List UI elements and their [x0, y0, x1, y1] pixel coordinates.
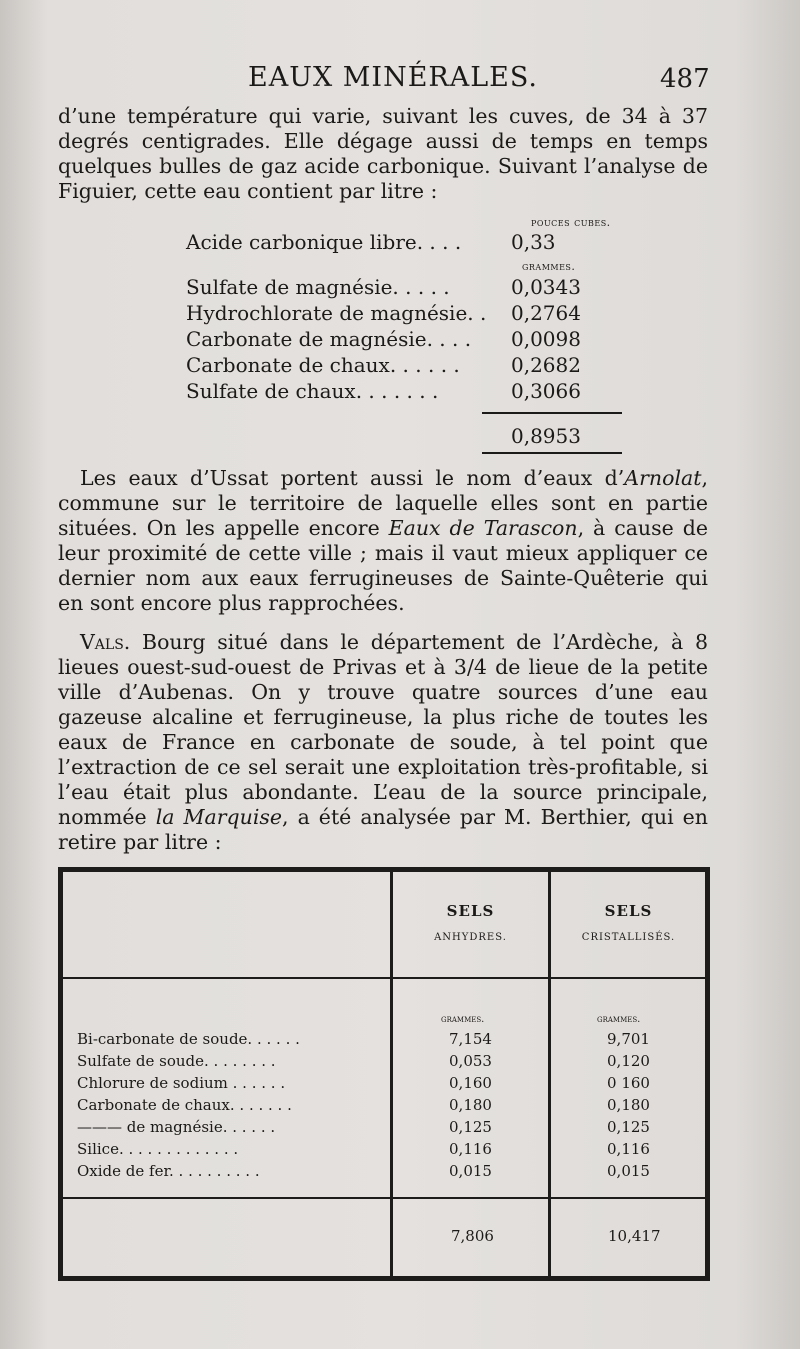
paragraph-ussat	[58, 466, 708, 616]
value-cristallises: 0,015	[607, 1162, 650, 1180]
unit-label: grammes.	[597, 1014, 641, 1025]
analysis-row-name: Sulfate de chaux. . . . . . .	[186, 379, 439, 403]
page-header	[0, 58, 800, 98]
total-rule	[63, 1197, 705, 1199]
analysis-row-value: 0,0098	[511, 327, 581, 351]
substance-name: Silice. . . . . . . . . . . . .	[77, 1140, 239, 1158]
paragraph-text: , a été analysée par M. Berthier, qui en retire par litre :	[58, 805, 709, 854]
column-title: SELS	[446, 902, 495, 920]
substance-name: Carbonate de chaux. . . . . . .	[77, 1096, 292, 1114]
analysis-row	[186, 379, 656, 405]
analysis-row-name: Carbonate de chaux. . . . . .	[186, 353, 460, 377]
column-header-cristallises	[551, 902, 706, 943]
substance-name: ——— de magnésie. . . . . .	[77, 1118, 276, 1136]
substance-name: Sulfate de soude. . . . . . . .	[77, 1052, 276, 1070]
value-cristallises: 0,116	[607, 1140, 650, 1158]
table-row	[63, 1030, 705, 1051]
value-cristallises: 9,701	[607, 1030, 650, 1048]
value-anhydres: 0,116	[449, 1140, 492, 1158]
paragraph-vals	[58, 630, 708, 855]
table-row	[63, 1052, 705, 1073]
analysis-row-name: Sulfate de magnésie. . . . .	[186, 275, 450, 299]
sum-rule	[482, 452, 622, 454]
paragraph-italic: la Marquise	[155, 805, 283, 829]
analysis-row-value: 0,2682	[511, 353, 581, 377]
paragraph-text: Les eaux d’Ussat portent aussi le nom d’eaux d’	[80, 466, 625, 490]
paragraph-figuier: d’une température qui varie, suivant les cuves, de 34 à 37 degrés centigrades. Elle dégage aussi de temps en temps quelques bulles de gaz acide carbonique. Suivant l’analyse de Figuier, cette eau contient par litre :	[58, 104, 708, 203]
analysis-row-value: 0,3066	[511, 379, 581, 403]
column-header-anhydres	[393, 902, 548, 943]
table-row	[63, 1162, 705, 1183]
analysis-row-value: 0,0343	[511, 275, 581, 299]
analysis-row	[186, 327, 656, 353]
entry-heading: Vals.	[80, 630, 131, 654]
analysis-total: 0,8953	[511, 424, 581, 448]
page-number: 487	[660, 64, 710, 94]
value-cristallises: 0,125	[607, 1118, 650, 1136]
substance-name: Bi-carbonate de soude. . . . . .	[77, 1030, 300, 1048]
unit-label: grammes.	[522, 260, 576, 273]
table-row	[63, 1074, 705, 1095]
analysis-row	[186, 353, 656, 379]
total-anhydres: 7,806	[451, 1227, 494, 1245]
value-anhydres: 0,125	[449, 1118, 492, 1136]
paragraph-text: Bourg situé dans le département de l’Ardèche, à 8 lieues ouest-sud-ouest de Privas et à 3/4 de lieue de la petite ville d’Aubenas. On y trouve quatre sources d’une eau gazeuse alcaline et ferrugineuse, la plus riche de toutes les eaux de France en carbonate de soude, à tel point que l’extraction de ce sel serait une exploitation très-profitable, si l’eau était plus abondante. L’eau de la source principale, nommée	[58, 630, 708, 829]
table-row	[63, 1096, 705, 1117]
analysis-row-name: Hydrochlorate de magnésie. .	[186, 301, 487, 325]
value-cristallises: 0 160	[607, 1074, 650, 1092]
analysis-row	[186, 275, 656, 301]
table-row	[63, 1140, 705, 1161]
column-title: SELS	[604, 902, 653, 920]
value-anhydres: 0,160	[449, 1074, 492, 1092]
value-cristallises: 0,120	[607, 1052, 650, 1070]
value-anhydres: 0,053	[449, 1052, 492, 1070]
value-anhydres: 0,180	[449, 1096, 492, 1114]
value-cristallises: 0,180	[607, 1096, 650, 1114]
analysis-row-name: Carbonate de magnésie. . . .	[186, 327, 472, 351]
analysis-row-value: 0,2764	[511, 301, 581, 325]
total-cristallises: 10,417	[608, 1227, 661, 1245]
running-title: EAUX MINÉRALES.	[248, 62, 538, 93]
column-subtitle: CRISTALLISÉS.	[581, 932, 676, 943]
substance-name: Oxide de fer. . . . . . . . . .	[77, 1162, 260, 1180]
analysis-row-name: Acide carbonique libre. . . .	[186, 230, 462, 254]
sum-rule	[482, 412, 622, 414]
analysis-row	[186, 301, 656, 327]
unit-label: grammes.	[441, 1014, 485, 1025]
header-rule	[63, 977, 705, 979]
analysis-row-value: 0,33	[511, 230, 556, 254]
substance-name: Chlorure de sodium . . . . . .	[77, 1074, 286, 1092]
berthier-analysis-table	[58, 867, 710, 1281]
analysis-row	[186, 230, 656, 256]
paragraph-italic: Arnolat	[624, 466, 702, 490]
value-anhydres: 7,154	[449, 1030, 492, 1048]
table-row	[63, 1118, 705, 1139]
paragraph-text: , commune sur le territoire de laquelle elles sont en partie situées. On les appelle encore	[58, 466, 708, 540]
paragraph-text: , à cause de leur proximité de cette ville ; mais il vaut mieux appliquer ce dernier nom aux eaux ferrugineuses de Sainte-Quêterie qui en sont encore plus rapprochées.	[58, 516, 708, 615]
value-anhydres: 0,015	[449, 1162, 492, 1180]
column-subtitle: ANHYDRES.	[434, 932, 507, 943]
paragraph-italic: Eaux de Tarascon	[388, 516, 578, 540]
unit-label: pouces cubes.	[531, 216, 611, 229]
